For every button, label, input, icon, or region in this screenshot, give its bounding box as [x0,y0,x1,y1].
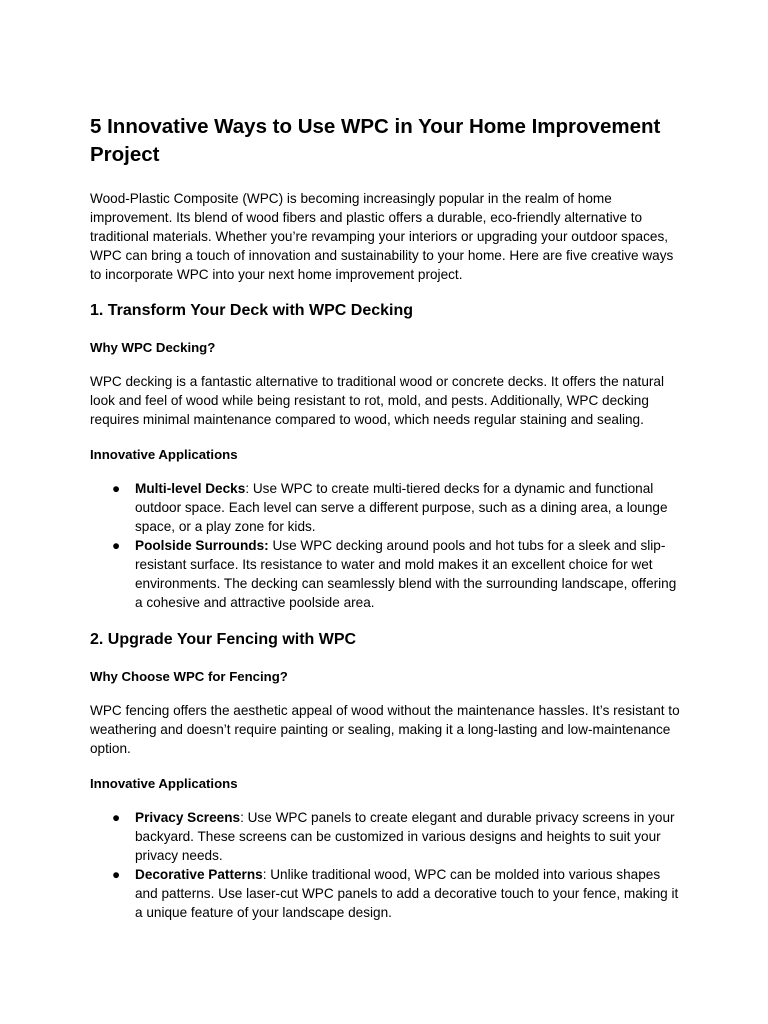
intro-paragraph: Wood-Plastic Composite (WPC) is becoming increasingly popular in the realm of home improvement. Its blend of wood fibers and plastic offers a durable, eco-friendly alternative to traditional materials. Whether you’re revamping your interiors or upgrading your outdoor spaces, WPC can bring a touch of innovation and sustainability to your home. Here are five creative ways to incorporate WPC into your next home improvement project. [90,191,674,282]
list-item [90,865,682,922]
list-item [90,536,682,612]
bullet-text: Use WPC decking around pools and hot tubs for a sleek and slip-resistant surface. Its resistance to water and mold makes it an excellent choice for wet environments. The decking can seamlessly blend with the surrounding landscape, offering a cohesive and attractive poolside area. [135,538,677,610]
section-paragraph: WPC decking is a fantastic alternative to traditional wood or concrete decks. It offers the natural look and feel of wood while being resistant to rot, mold, and pests. Additionally, WPC decking requires minimal maintenance compared to wood, which needs regular staining and sealing. [90,374,664,427]
applications-heading: Innovative Applications [90,447,238,462]
section-subheading: Why WPC Decking? [90,340,216,355]
applications-list [90,479,682,612]
applications-heading: Innovative Applications [90,776,238,791]
section-heading: 1. Transform Your Deck with WPC Decking [90,302,414,319]
section-1 [90,300,682,612]
bullet-icon: ● [112,481,121,496]
section-subheading: Why Choose WPC for Fencing? [90,669,288,684]
section-heading: 2. Upgrade Your Fencing with WPC [90,631,357,648]
section-paragraph: WPC fencing offers the aesthetic appeal of wood without the maintenance hassles. It’s resistant to weathering and doesn’t require painting or sealing, making it a long-lasting and low-maintenance option. [90,703,680,756]
document-page [90,113,682,922]
bullet-term: Decorative Patterns [135,867,263,882]
bullet-text: : Use WPC to create multi-tiered decks for a dynamic and functional outdoor space. Each level can serve a different purpose, such as a dining area, a lounge space, or a play zone for kids. [135,481,668,534]
bullet-icon: ● [112,538,121,553]
bullet-icon: ● [112,810,121,825]
list-item [90,808,682,865]
bullet-text: : Unlike traditional wood, WPC can be molded into various shapes and patterns. Use laser-cut WPC panels to add a decorative touch to your fence, making it a unique feature of your landscape design. [135,867,679,920]
bullet-icon: ● [112,867,121,882]
bullet-text: : Use WPC panels to create elegant and durable privacy screens in your backyard. These screens can be customized in various designs and heights to suit your privacy needs. [135,810,675,863]
section-2 [90,629,682,922]
bullet-term: Privacy Screens [135,810,241,825]
document-title: 5 Innovative Ways to Use WPC in Your Home Improvement Project [90,115,661,166]
bullet-term: Multi-level Decks [135,481,246,496]
list-item [90,479,682,536]
applications-list [90,808,682,922]
bullet-term: Poolside Surrounds: [135,538,269,553]
